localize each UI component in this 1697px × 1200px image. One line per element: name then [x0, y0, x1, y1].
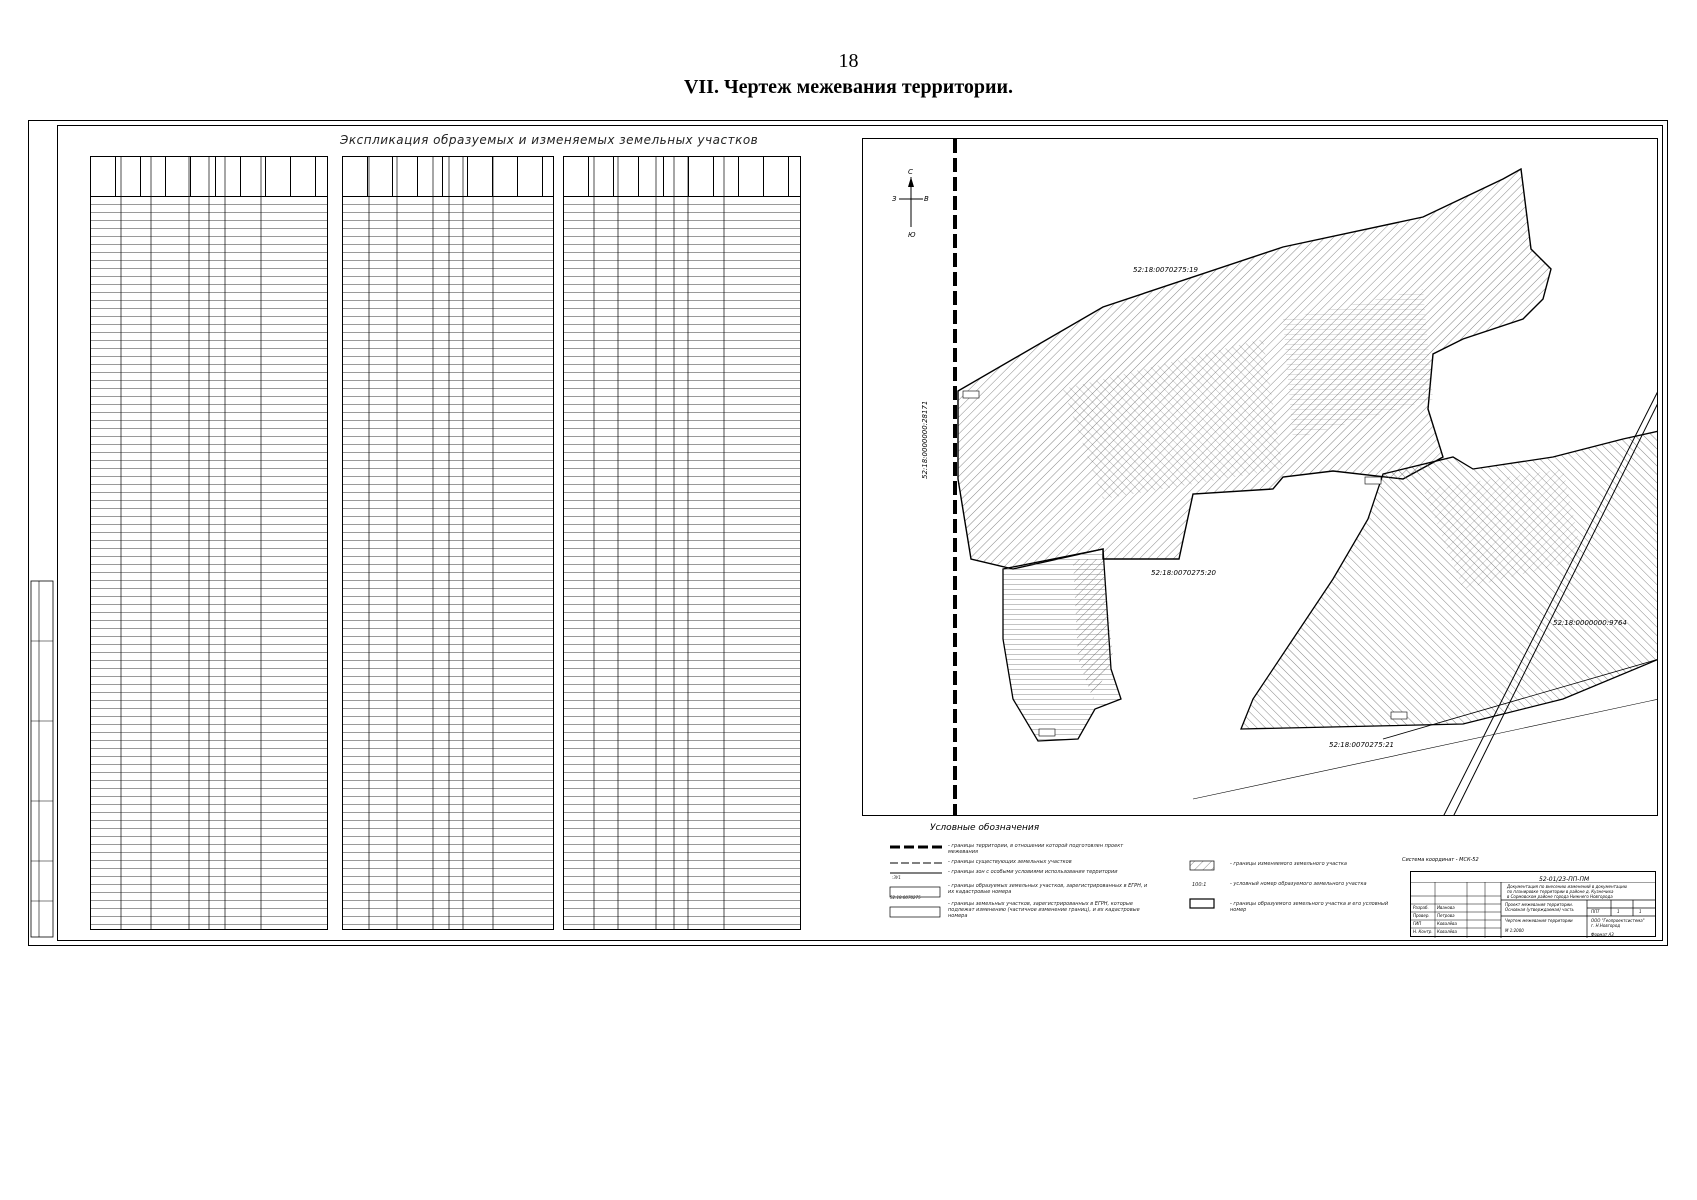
stamp-name-3: Ковалёва	[1437, 921, 1457, 926]
legend-right-item-3: - границы образуемого земельного участка и его условный номер	[1230, 901, 1389, 913]
legend-title: Условные обозначения	[930, 823, 1040, 833]
legend	[862, 821, 1658, 941]
stamp-stage: ППТ	[1591, 909, 1600, 914]
legend-right-item-1: - границы изменяемого земельного участка	[1230, 861, 1347, 867]
stamp-city: г. Н.Новгород	[1591, 923, 1621, 928]
legend-right-sym-2: 100:1	[1192, 882, 1207, 888]
legend-symbols-right	[1188, 859, 1218, 919]
stamp-name-1: Иванова	[1437, 905, 1455, 910]
parcel-lower-right	[1241, 431, 1658, 729]
stamp-title-1: Документация по внесению изменений в документацию	[1507, 884, 1628, 889]
legend-sym-5: 52:18:0070275	[890, 895, 921, 900]
map-drawing	[863, 139, 1658, 816]
parcel-label-lower: 52:18:0070275:21	[1329, 741, 1394, 749]
legend-sym-4: :ЗУ1	[892, 875, 901, 880]
legend-symbols	[888, 843, 944, 923]
drawing-sheet	[28, 120, 1668, 946]
legend-item-5: - границы земельных участков, зарегистрированных в ЕГРН, которые подлежат изменению (частичное изменение границ), и их кадастровые номера	[948, 901, 1140, 919]
explication-table-col-3	[563, 156, 801, 930]
stamp-title-3: в Сормовском районе города Нижнего Новгорода	[1507, 894, 1613, 899]
stamp-sheet-name: Чертеж межевания территории	[1505, 918, 1573, 923]
compass-south: Ю	[908, 231, 916, 239]
stamp-title-2: по планировке территории в районе д. Кузнечиха	[1507, 889, 1614, 894]
compass-icon	[892, 168, 929, 239]
legend-item-1: - границы территории, в отношении которой подготовлен проект межевания	[948, 843, 1124, 855]
stamp-code: 52-01/23-ПП-ПМ	[1539, 876, 1590, 883]
stamp-role-3: ГИП	[1413, 921, 1422, 926]
coordinate-system: Система координат - МСК-52	[1402, 857, 1479, 863]
parcel-label-right: 52:18:0000000:9764	[1553, 619, 1627, 627]
stamp-scale: М 1:2000	[1505, 928, 1524, 933]
stamp-role-1: Разраб.	[1413, 905, 1429, 910]
compass-north: С	[908, 168, 913, 176]
legend-item-4: - границы образуемых земельных участков, зарегистрированных в ЕГРН, и их кадастровые номера	[948, 883, 1148, 895]
stamp-part: Проект межевания территории. Основная (утверждаемая) часть	[1505, 902, 1574, 912]
stamp-org: ООО "Геопроектсистема"	[1591, 918, 1645, 923]
stamp-name-2: Петрова	[1437, 913, 1455, 918]
stamp-role-2: Провер.	[1413, 913, 1430, 918]
legend-right-item-2: - условный номер образуемого земельного участка	[1230, 881, 1367, 887]
stamp-sheet: 1	[1617, 909, 1620, 914]
stamp-role-4: Н. Контр.	[1413, 929, 1433, 934]
map-panel	[862, 138, 1658, 816]
stamp-sheets: 1	[1639, 909, 1642, 914]
stamp-name-4: Ковалёва	[1437, 929, 1457, 934]
stamp-format: Формат А3	[1591, 932, 1614, 937]
explication-table-col-2	[342, 156, 554, 930]
legend-item-2: - границы существующих земельных участков	[948, 859, 1072, 865]
parcel-label-vertical: 52:18:0000000:28171	[921, 400, 929, 479]
explication-table-col-1	[90, 156, 328, 930]
revision-strip	[29, 121, 57, 945]
compass-west: З	[892, 195, 897, 203]
page-heading: VII. Чертеж межевания территории.	[683, 76, 1014, 98]
drawing-frame	[57, 125, 1663, 941]
parcel-label-middle: 52:18:0070275:20	[1151, 569, 1216, 577]
title-block	[1410, 871, 1656, 937]
parcel-label-upper: 52:18:0070275:19	[1133, 266, 1198, 274]
legend-item-3: - границы зон с особыми условиями использования территории	[948, 869, 1118, 875]
page-number: 18	[838, 50, 859, 72]
explication-title: Экспликация образуемых и изменяемых земельных участков	[340, 133, 759, 147]
compass-east: В	[924, 195, 929, 203]
